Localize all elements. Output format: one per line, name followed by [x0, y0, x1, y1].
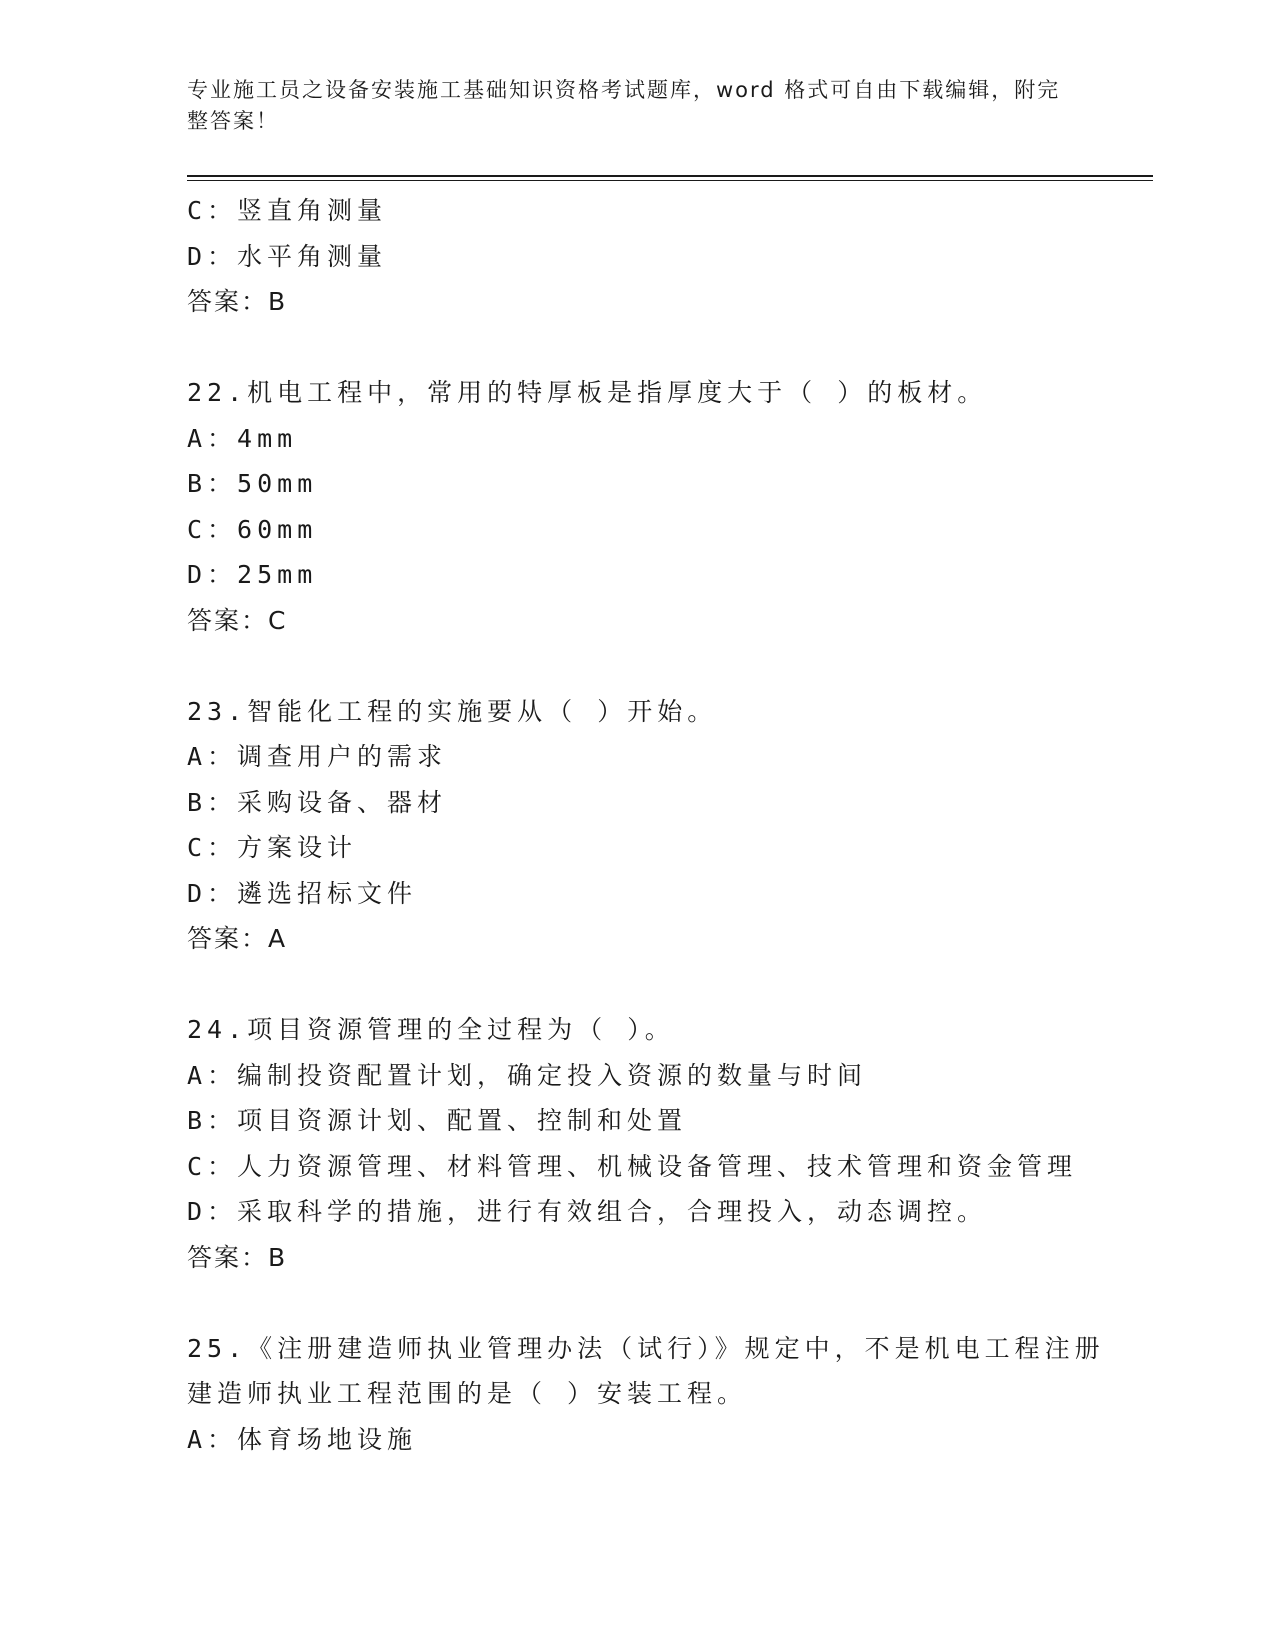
question-25-line-1: 25.《注册建造师执业管理办法（试行）》规定中，不是机电工程注册: [187, 1333, 1105, 1363]
header-divider: [187, 175, 1153, 181]
question-23: 23.智能化工程的实施要从（ ）开始。: [187, 696, 718, 726]
question-25-line-2: 建造师执业工程范围的是（ ）安装工程。: [187, 1379, 748, 1408]
option-c: C：竖直角测量: [187, 196, 388, 225]
question-22-option-b: B：50mm: [187, 469, 318, 498]
question-24: 24.项目资源管理的全过程为（ ）。: [187, 1015, 675, 1044]
question-24-option-d: D：采取科学的措施，进行有效组合，合理投入，动态调控。: [187, 1197, 988, 1226]
question-22: 22.机电工程中，常用的特厚板是指厚度大于（ ）的板材。: [187, 378, 988, 407]
spacer: [187, 962, 1087, 1008]
question-23-option-b: B：采购设备、器材: [187, 787, 448, 817]
question-22-option-c: C：60mm: [187, 514, 318, 544]
question-25-option-a: A：体育场地设施: [187, 1424, 418, 1454]
answer-line: 答案：B: [187, 287, 288, 316]
option-d: D：水平角测量: [187, 241, 388, 271]
spacer: [187, 643, 1087, 689]
question-23-option-c: C：方案设计: [187, 833, 358, 862]
question-24-option-c: C：人力资源管理、材料管理、机械设备管理、技术管理和资金管理: [187, 1151, 1078, 1181]
question-24-answer: 答案：B: [187, 1242, 288, 1272]
spacer: [187, 325, 1087, 371]
question-23-answer: 答案：A: [187, 924, 288, 953]
question-23-option-d: D：遴选招标文件: [187, 878, 418, 908]
spacer: [187, 1280, 1087, 1326]
question-22-option-a: A：4mm: [187, 423, 298, 453]
question-24-option-a: A：编制投资配置计划，确定投入资源的数量与时间: [187, 1060, 868, 1090]
question-22-answer: 答案：C: [187, 605, 288, 635]
question-content: [187, 188, 1105, 1462]
question-23-option-a: A：调查用户的需求: [187, 742, 448, 771]
document-header: 专业施工员之设备安装施工基础知识资格考试题库，word 格式可自由下载编辑，附完整答案！: [187, 78, 1061, 133]
question-24-option-b: B：项目资源计划、配置、控制和处置: [187, 1106, 688, 1135]
question-22-option-d: D：25mm: [187, 560, 318, 589]
